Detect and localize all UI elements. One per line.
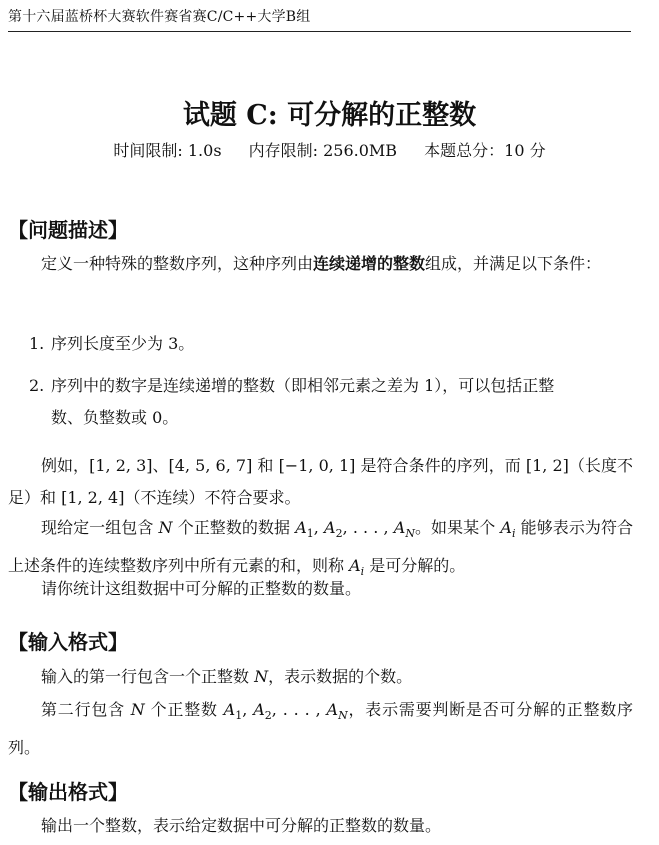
input-paragraph-2: 第二行包含 N 个正整数 $A_1$, $A_2$, . . . , $A_N$，表示需要判断是否可分解的正整数序列。 bbox=[8, 700, 634, 758]
page-header: 第十六届蓝桥杯大赛软件赛省赛C/C++大学B组 bbox=[8, 9, 311, 25]
desc-paragraph-given: 现给定一组包含 N 个正整数的数据 $A_1$, $A_2$, . . . , $A_N$。如果某个 $A_i$ 能够表示为符合上述条件的连续整数序列中所有元素的和，则称 $A_i$ 是可分解的。 bbox=[8, 518, 633, 579]
time-limit: 时间限制: 1.0s bbox=[113, 141, 222, 160]
input-paragraph-1: 输入的第一行包含一个正整数 N，表示数据的个数。 bbox=[41, 667, 413, 686]
condition-item-1: 1. 序列长度至少为 3。 bbox=[29, 334, 195, 353]
section-input-format: 【输入格式】 bbox=[8, 630, 128, 654]
output-paragraph-1: 输出一个整数，表示给定数据中可分解的正整数的数量。 bbox=[41, 816, 442, 835]
limits-line bbox=[0, 138, 659, 161]
total-score: 本题总分：10 分 bbox=[424, 141, 546, 160]
section-description: 【问题描述】 bbox=[8, 218, 128, 242]
desc-paragraph-1: 定义一种特殊的整数序列，这种序列由连续递增的整数组成，并满足以下条件： bbox=[41, 254, 602, 273]
problem-title: 试题 C: 可分解的正整数 bbox=[182, 100, 477, 131]
memory-limit: 内存限制: 256.0MB bbox=[248, 141, 398, 160]
section-output-format: 【输出格式】 bbox=[8, 780, 128, 804]
desc-paragraph-task: 请你统计这组数据中可分解的正整数的数量。 bbox=[41, 579, 362, 598]
header-rule bbox=[8, 31, 631, 32]
condition-item-2: 2. 序列中的数字是连续递增的整数（即相邻元素之差为 1），可以包括正整 数、负整数或 0。 bbox=[29, 376, 555, 427]
desc-paragraph-examples: 例如，[1, 2, 3]、[4, 5, 6, 7] 和 [−1, 0, 1] 是符合条件的序列，而 [1, 2]（长度不足）和 [1, 2, 4]（不连续）不符合要求。 bbox=[8, 456, 633, 507]
emphasis-consecutive-integers: 连续递增的整数 bbox=[313, 254, 426, 273]
